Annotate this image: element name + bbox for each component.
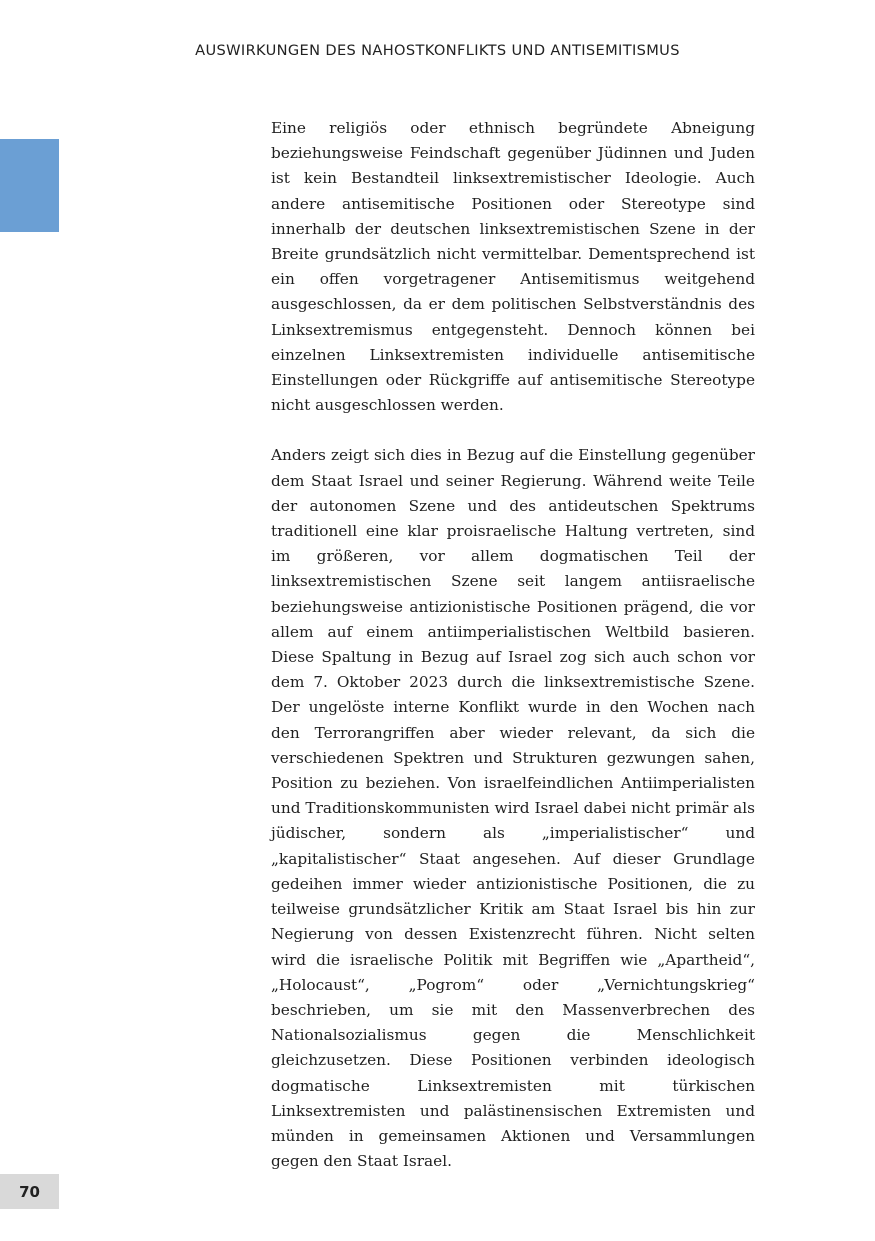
running-header: AUSWIRKUNGEN DES NAHOSTKONFLIKTS UND ANTISEMITISMUS (195, 42, 680, 59)
chapter-color-tab (0, 139, 59, 232)
body-text (271, 116, 755, 1199)
paragraph-1: Eine religiös oder ethnisch begründete Abneigung beziehungsweise Feindschaft gegenüber Jüdinnen und Juden ist kein Bestandteil linksextremistischer Ideologie. Auch andere antisemitische Positionen oder Stereotype sind innerhalb der deutschen linksextremistischen Szene in der Breite grundsätzlich nicht vermittelbar. Dementsprechend ist ein offen vorgetragener Antisemitismus weitgehend ausgeschlossen, da er dem politischen Selbstverständnis des Linksextremismus entgegensteht. Dennoch können bei einzelnen Linksextremisten individuelle antisemitische Einstellungen oder Rückgriffe auf antisemitische Stereotype nicht ausgeschlossen werden. (271, 119, 755, 415)
page-number-box (0, 1174, 59, 1209)
page-number: 70 (19, 1182, 40, 1201)
paragraph-2: Anders zeigt sich dies in Bezug auf die Einstellung gegenüber dem Staat Israel und seiner Regierung. Während weite Teile der autonomen Szene und des antideutschen Spektrums traditionell eine klar proisraelische Haltung vertreten, sind im größeren, vor allem dogmatischen Teil der linksextremistischen Szene seit langem antiisraelische beziehungsweise antizionistische Positionen prägend, die vor allem auf einem antiimperialistischen Weltbild basieren. Diese Spaltung in Bezug auf Israel zog sich auch schon vor dem 7. Oktober 2023 durch die linksextremistische Szene. Der ungelöste interne Konflikt wurde in den Wochen nach den Terrorangriffen aber wieder relevant, da sich die verschiedenen Spektren und Strukturen gezwungen sahen, Position zu beziehen. Von israelfeindlichen Antiimperialisten und Traditionskommunisten wird Israel dabei nicht primär als jüdischer, sondern als „imperialistischer“ und „kapitalistischer“ Staat angesehen. Auf dieser Grundlage gedeihen immer wieder antizionistische Positionen, die zu teilweise grundsätzlicher Kritik am Staat Israel bis hin zur Negierung von dessen Existenzrecht führen. Nicht selten wird die israelische Politik mit Begriffen wie „Apartheid“, „Holocaust“, „Pogrom“ oder „Vernichtungskrieg“ beschrieben, um sie mit den Massenverbrechen des Nationalsozialismus gegen die Menschlichkeit gleichzusetzen. Diese Positionen verbinden ideologisch dogmatische Linksextremisten mit türkischen Linksextremisten und palästinensischen Extremisten und münden in gemeinsamen Aktionen und Versammlungen gegen den Staat Israel. (271, 446, 755, 1171)
